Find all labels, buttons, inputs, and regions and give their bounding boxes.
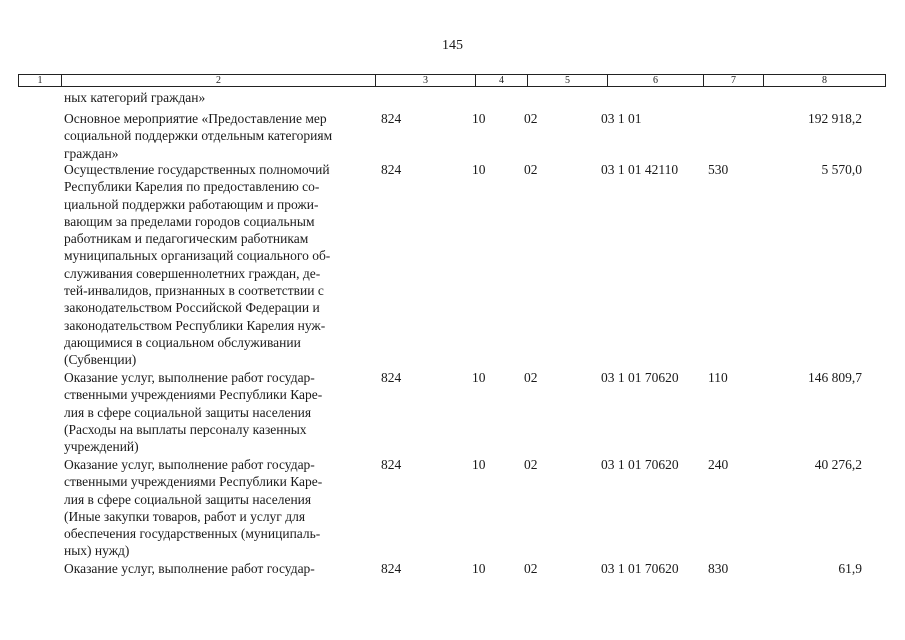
expense-type-code: 110	[708, 370, 728, 385]
column-header-6: 6	[608, 75, 704, 86]
row-name-line: служивания совершеннолетних граждан, де-	[64, 265, 321, 281]
row-name-line: ных категорий граждан»	[64, 90, 206, 105]
row-name-line: Осуществление государственных полномочий	[64, 162, 330, 177]
column-header-2: 2	[62, 75, 376, 86]
row-name-line: Оказание услуг, выполнение работ государ-	[64, 370, 315, 385]
page-number: 145	[442, 38, 463, 53]
subsection-code: 02	[524, 162, 538, 177]
sum-value: 61,9	[838, 561, 862, 576]
expense-type-code: 830	[708, 561, 729, 576]
row-name	[64, 110, 374, 162]
row-name-line: законодательством Республики Карелия нуж-	[64, 317, 326, 333]
row-name	[64, 369, 374, 455]
subsection-code: 02	[524, 111, 538, 126]
subsection-code: 02	[524, 370, 538, 385]
table-column-header-row	[18, 74, 886, 87]
row-name-line: муниципальных организаций социального об-	[64, 248, 331, 264]
column-header-1: 1	[19, 75, 62, 86]
ministry-code: 824	[381, 370, 402, 385]
column-header-4: 4	[476, 75, 528, 86]
column-header-8: 8	[822, 75, 827, 86]
row-name-line: учреждений)	[64, 439, 139, 455]
row-name-line: Основное мероприятие «Предоставление мер	[64, 111, 327, 126]
section-code: 10	[472, 162, 486, 177]
row-name	[64, 560, 374, 577]
section-code: 10	[472, 111, 486, 126]
row-name-line: циальной поддержки работающим и прожи-	[64, 196, 319, 212]
ministry-code: 824	[381, 111, 402, 126]
target-item-code: 03 1 01	[601, 111, 642, 126]
row-name-line: вающим за пределами городов социальным	[64, 213, 315, 229]
row-name-line: тей-инвалидов, признанных в соответствии с	[64, 283, 324, 299]
row-name-line: лия в сфере социальной защиты населения	[64, 491, 312, 507]
row-name-line: Оказание услуг, выполнение работ государ-	[64, 457, 315, 472]
subsection-code: 02	[524, 561, 538, 576]
row-name-line: (Расходы на выплаты персоналу казенных	[64, 421, 307, 437]
section-code: 10	[472, 561, 486, 576]
row-name-line: граждан»	[64, 145, 119, 161]
target-item-code: 03 1 01 42110	[601, 162, 679, 177]
row-name-line: социальной поддержки отдельным категориям	[64, 128, 333, 144]
row-name-line: (Иные закупки товаров, работ и услуг для	[64, 508, 306, 524]
column-header-3: 3	[376, 75, 476, 86]
sum-value: 192 918,2	[808, 111, 862, 126]
target-item-code: 03 1 01 70620	[601, 561, 679, 576]
ministry-code: 824	[381, 162, 402, 177]
row-name-line: ственными учреждениями Республики Каре-	[64, 474, 323, 490]
row-name-line: работникам и педагогическим работникам	[64, 231, 309, 247]
column-header-7: 7	[704, 75, 764, 86]
row-name-line: (Субвенции)	[64, 352, 137, 368]
column-header-5: 5	[528, 75, 608, 86]
row-name-line: Оказание услуг, выполнение работ государ-	[64, 561, 315, 576]
subsection-code: 02	[524, 457, 538, 472]
ministry-code: 824	[381, 457, 402, 472]
row-name-line: законодательством Российской Федерации и	[64, 300, 320, 316]
target-item-code: 03 1 01 70620	[601, 457, 679, 472]
sum-value: 40 276,2	[814, 457, 862, 472]
expense-type-code: 530	[708, 162, 729, 177]
row-name-line: Республики Карелия по предоставлению со-	[64, 179, 320, 195]
target-item-code: 03 1 01 70620	[601, 370, 679, 385]
ministry-code: 824	[381, 561, 402, 576]
row-name-line: ственными учреждениями Республики Каре-	[64, 387, 323, 403]
row-name-line: лия в сфере социальной защиты населения	[64, 404, 312, 420]
section-code: 10	[472, 370, 486, 385]
sum-value: 146 809,7	[808, 370, 862, 385]
expense-type-code: 240	[708, 457, 729, 472]
row-name-line: обеспечения государственных (муниципаль-	[64, 526, 321, 542]
row-name	[64, 89, 374, 106]
row-name	[64, 456, 374, 560]
sum-value: 5 570,0	[821, 162, 862, 177]
section-code: 10	[472, 457, 486, 472]
row-name	[64, 161, 374, 369]
row-name-line: дающимися в социальном обслуживании	[64, 334, 301, 350]
row-name-line: ных) нужд)	[64, 543, 130, 559]
